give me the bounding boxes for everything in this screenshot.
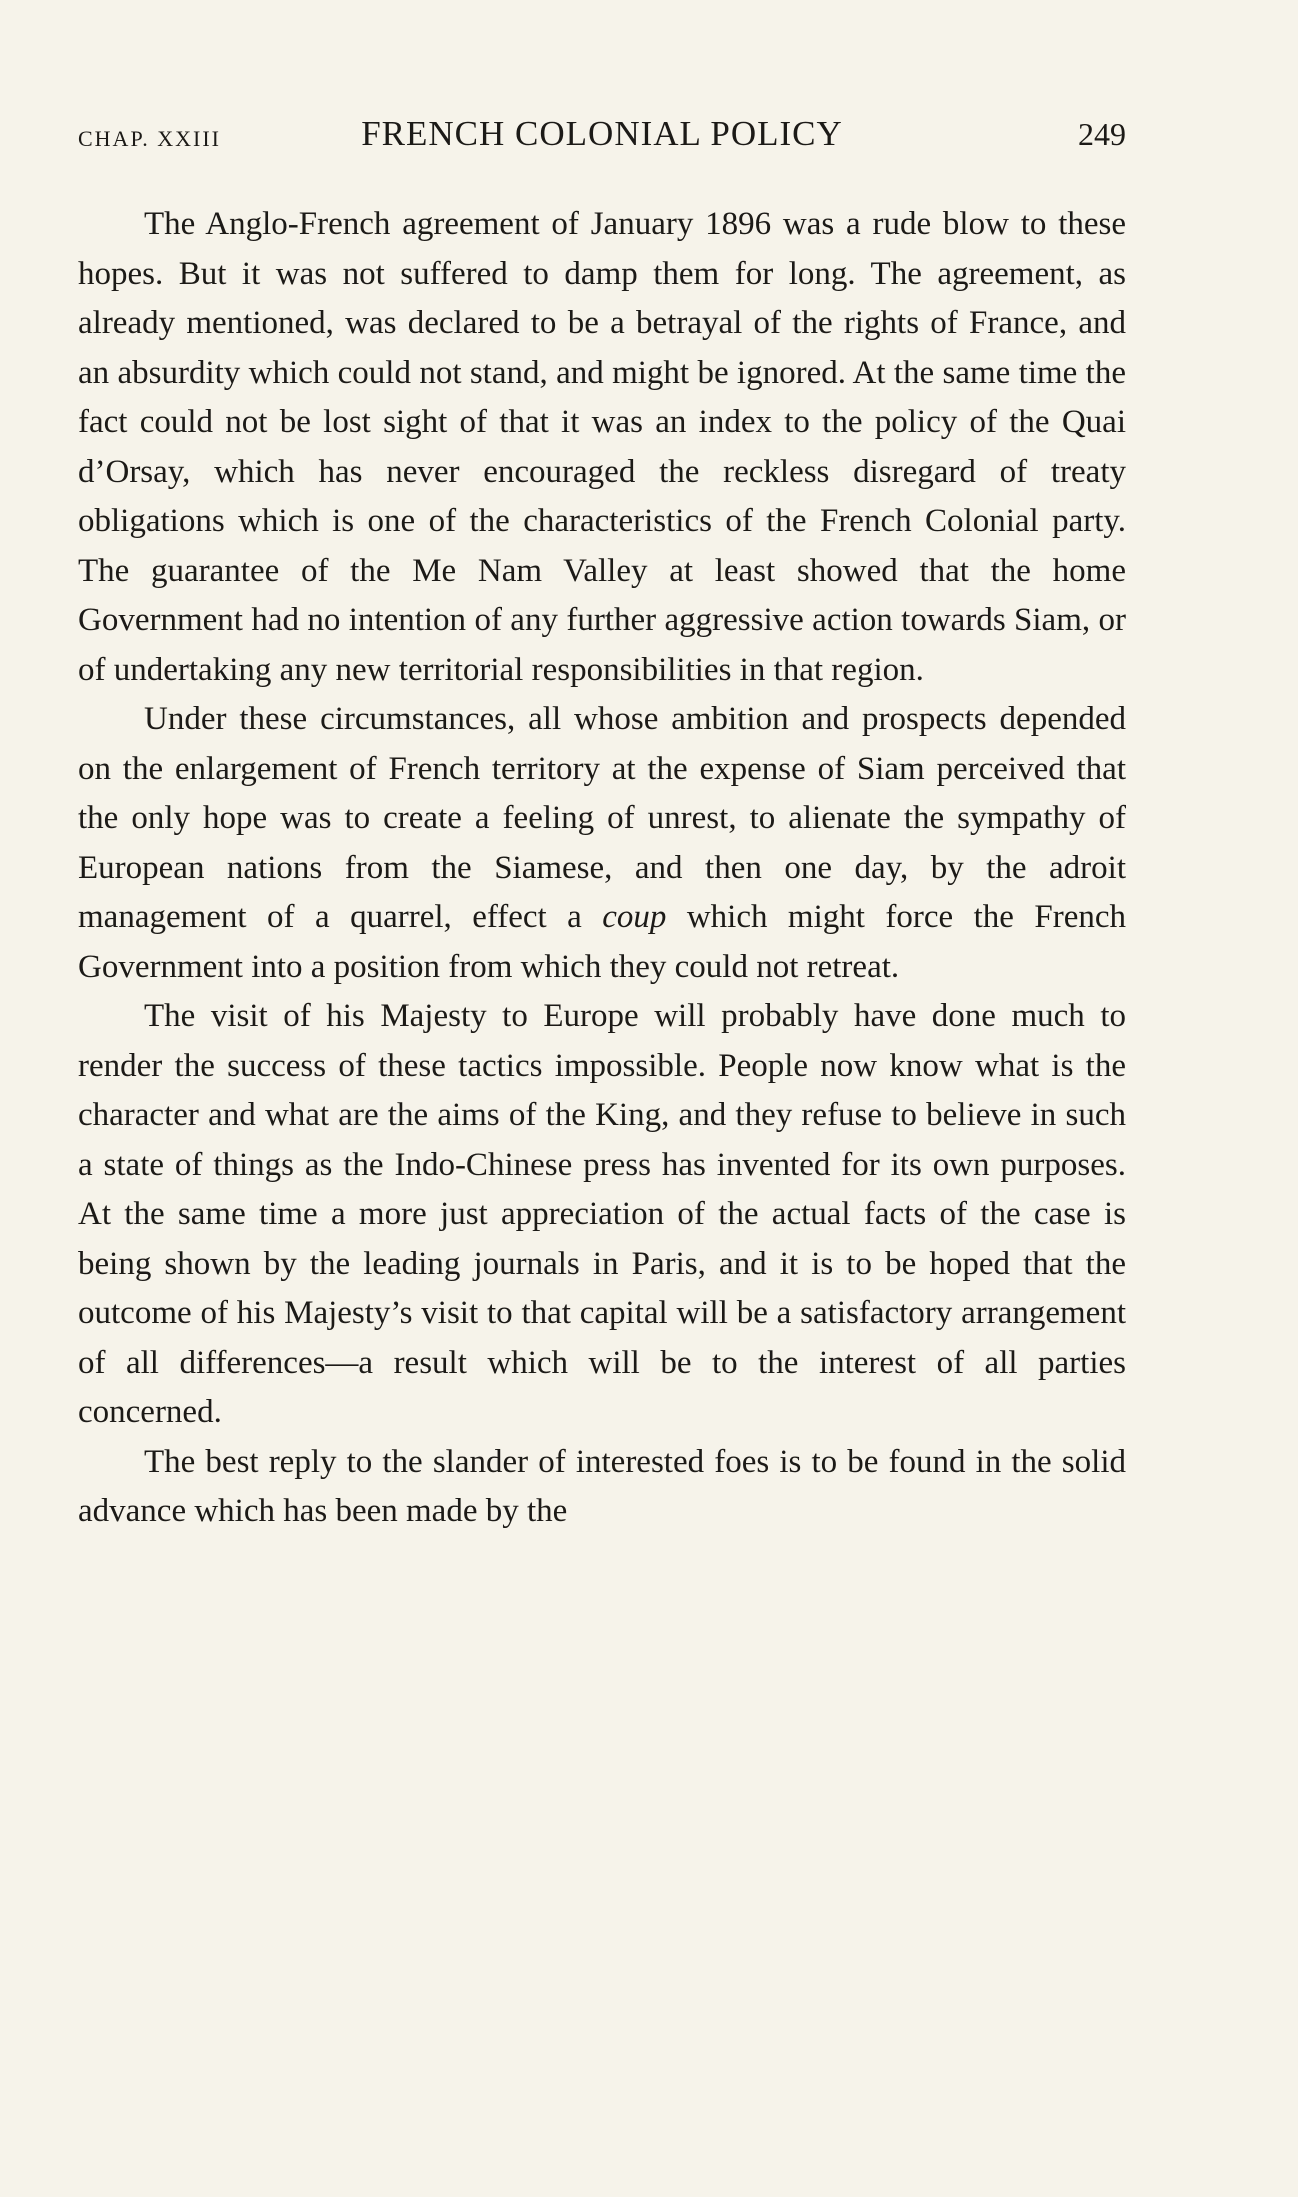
chapter-label: CHAP. XXIII [78, 126, 221, 151]
paragraph [78, 200, 1126, 695]
running-title: FRENCH COLONIAL POLICY [361, 114, 843, 153]
body-text [78, 200, 1126, 1537]
paragraph [78, 695, 1126, 992]
page-number: 249 [1078, 116, 1126, 152]
paragraph-text: Under these circumstances, all whose ambition and prospects depended on the enlargement of French territory at the expense of Siam perceived that the only hope was to create a feeling of unrest, to alienate the sympathy of European nations from the Siamese, and then one day, by the adroit management of a quarrel, effect a [78, 701, 1126, 935]
running-head [78, 114, 1126, 162]
italic-word: coup [602, 899, 667, 935]
paragraph-text: The Anglo-French agreement of January 1896 was a rude blow to these hopes. But it was not suffered to damp them for long. The agreement, as already mentioned, was declared to be a betrayal of the rights of France, and an absurdity which could not stand, and might be ignored. At the same time the fact could not be lost sight of that it was an index to the policy of the Quai d’Orsay, which has never encouraged the reckless disregard of treaty obligations which is one of the characteristics of the French Colonial party. The guarantee of the Me Nam Valley at least showed that the home Government had no intention of any further aggressive action towards Siam, or of undertaking any new territorial responsibilities in that region. [78, 206, 1126, 688]
paragraph-text: The best reply to the slander of interested foes is to be found in the solid advance which has been made by the [78, 1443, 1126, 1529]
paragraph-text: The visit of his Majesty to Europe will probably have done much to render the success of these tactics impossible. People now know what is the character and what are the aims of the King, and they refuse to believe in such a state of things as the Indo-Chinese press has invented for its own purposes. At the same time a more just appreciation of the actual facts of the case is being shown by the leading journals in Paris, and it is to be hoped that the outcome of his Majesty’s visit to that capital will be a satisfactory arrangement of all differences—a result which will be to the interest of all parties concerned. [78, 998, 1126, 1430]
paragraph [78, 992, 1126, 1438]
paragraph [78, 1438, 1126, 1537]
paragraph-text: which might force the French Government into a position from which they could not retreat. [78, 899, 1126, 985]
